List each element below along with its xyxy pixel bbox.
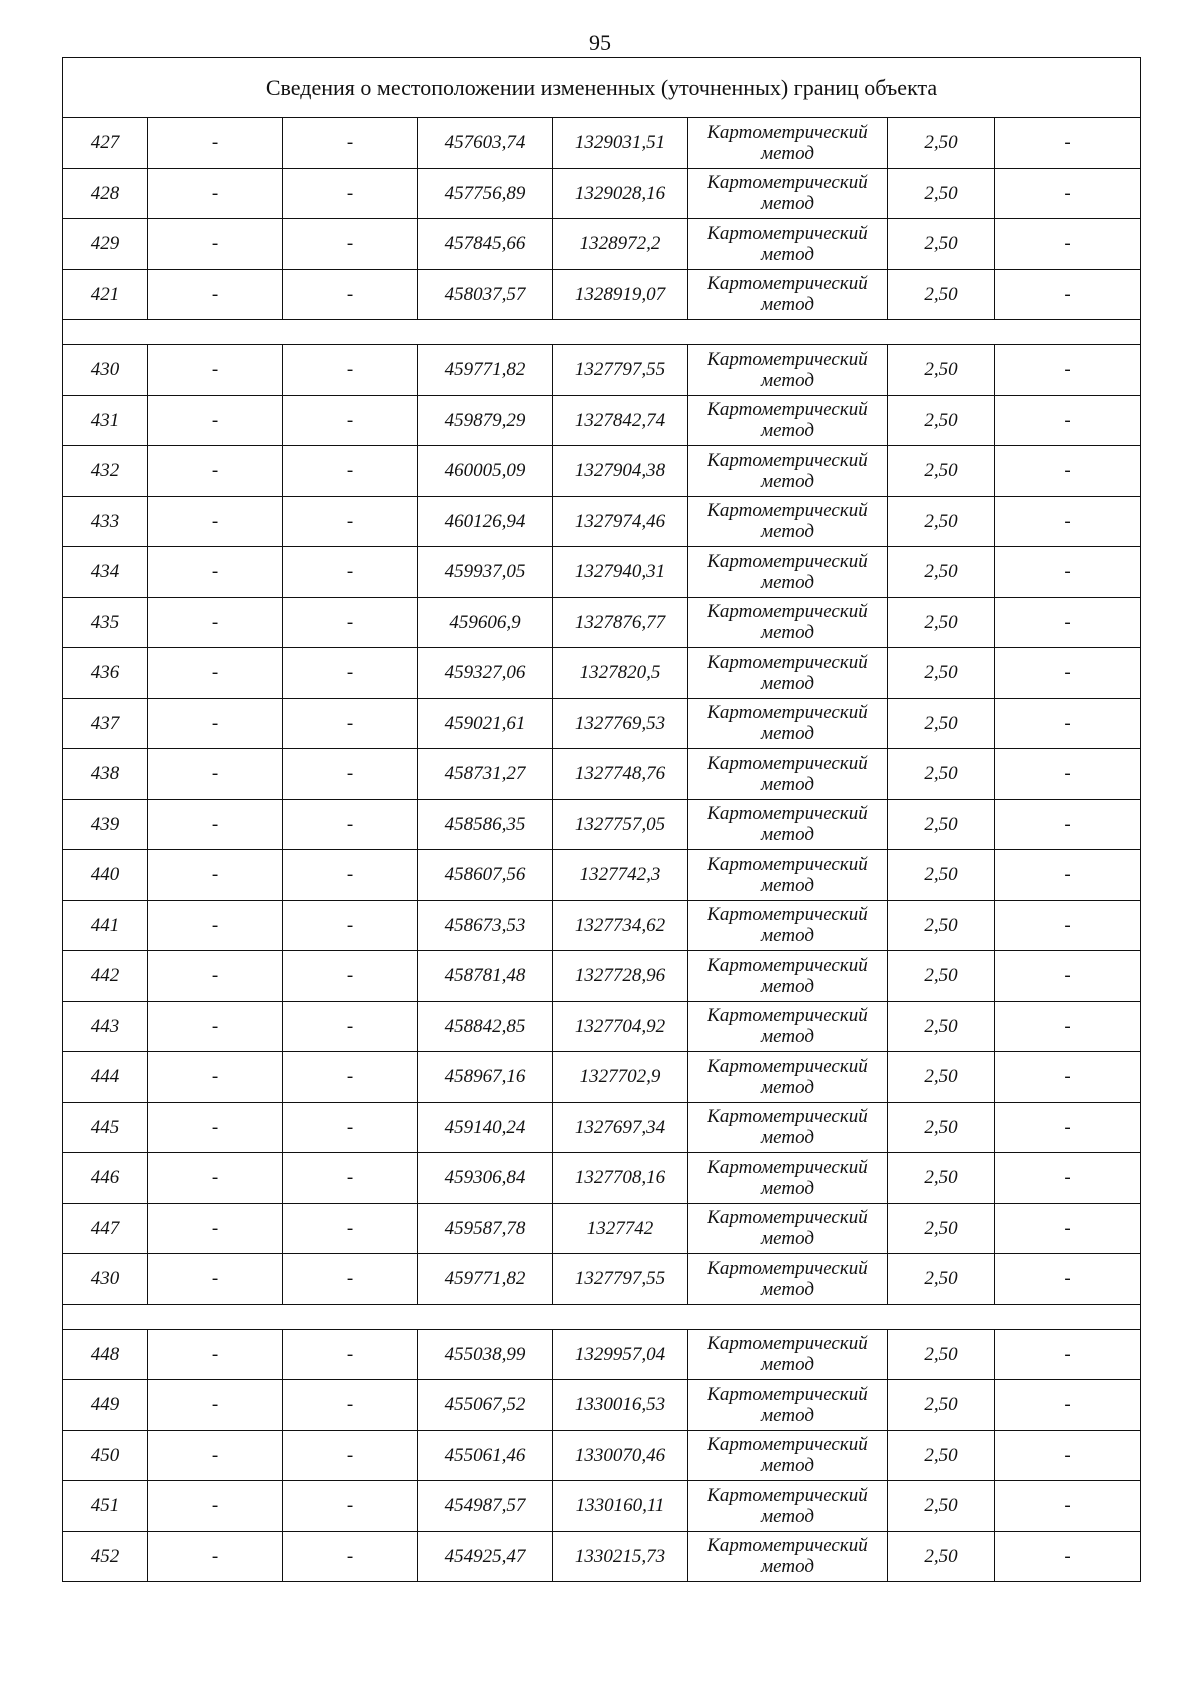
- table-row: [63, 1153, 1141, 1204]
- method-cell: Картометрический метод: [688, 269, 888, 320]
- point-number-cell: 431: [63, 395, 148, 446]
- y-coordinate-cell: 1328919,07: [553, 269, 688, 320]
- table-row: [63, 698, 1141, 749]
- accuracy-cell: 2,50: [888, 547, 995, 598]
- dash-cell: -: [283, 1052, 418, 1103]
- note-cell: -: [995, 1329, 1141, 1380]
- accuracy-cell: 2,50: [888, 1001, 995, 1052]
- point-number-cell: 441: [63, 900, 148, 951]
- dash-cell: -: [283, 749, 418, 800]
- y-coordinate-cell: 1327734,62: [553, 900, 688, 951]
- note-cell: -: [995, 269, 1141, 320]
- dash-cell: -: [148, 496, 283, 547]
- method-cell: Картометрический метод: [688, 1052, 888, 1103]
- table-row: [63, 168, 1141, 219]
- dash-cell: -: [148, 269, 283, 320]
- point-number-cell: 430: [63, 345, 148, 396]
- y-coordinate-cell: 1330016,53: [553, 1380, 688, 1431]
- method-cell: Картометрический метод: [688, 446, 888, 497]
- dash-cell: -: [148, 1254, 283, 1305]
- method-cell: Картометрический метод: [688, 850, 888, 901]
- table-row: [63, 1380, 1141, 1431]
- point-number-cell: 445: [63, 1102, 148, 1153]
- note-cell: -: [995, 951, 1141, 1002]
- y-coordinate-cell: 1327742: [553, 1203, 688, 1254]
- x-coordinate-cell: 459021,61: [418, 698, 553, 749]
- dash-cell: -: [148, 446, 283, 497]
- accuracy-cell: 2,50: [888, 799, 995, 850]
- dash-cell: -: [148, 1329, 283, 1380]
- method-cell: Картометрический метод: [688, 1380, 888, 1431]
- y-coordinate-cell: 1328972,2: [553, 219, 688, 270]
- table-row: [63, 1531, 1141, 1582]
- dash-cell: -: [283, 1380, 418, 1431]
- y-coordinate-cell: 1327748,76: [553, 749, 688, 800]
- method-cell: Картометрический метод: [688, 1430, 888, 1481]
- method-cell: Картометрический метод: [688, 547, 888, 598]
- group-separator-cell: [63, 1304, 1141, 1329]
- x-coordinate-cell: 458967,16: [418, 1052, 553, 1103]
- dash-cell: -: [283, 698, 418, 749]
- dash-cell: -: [283, 496, 418, 547]
- point-number-cell: 451: [63, 1481, 148, 1532]
- x-coordinate-cell: 460005,09: [418, 446, 553, 497]
- dash-cell: -: [283, 951, 418, 1002]
- dash-cell: -: [148, 547, 283, 598]
- dash-cell: -: [148, 1102, 283, 1153]
- note-cell: -: [995, 698, 1141, 749]
- dash-cell: -: [283, 219, 418, 270]
- note-cell: -: [995, 219, 1141, 270]
- dash-cell: -: [283, 446, 418, 497]
- table-row: [63, 1203, 1141, 1254]
- note-cell: -: [995, 749, 1141, 800]
- dash-cell: -: [283, 168, 418, 219]
- note-cell: -: [995, 1531, 1141, 1582]
- note-cell: -: [995, 850, 1141, 901]
- accuracy-cell: 2,50: [888, 698, 995, 749]
- dash-cell: -: [283, 395, 418, 446]
- method-cell: Картометрический метод: [688, 648, 888, 699]
- y-coordinate-cell: 1329031,51: [553, 118, 688, 169]
- accuracy-cell: 2,50: [888, 496, 995, 547]
- note-cell: -: [995, 1001, 1141, 1052]
- point-number-cell: 433: [63, 496, 148, 547]
- x-coordinate-cell: 457603,74: [418, 118, 553, 169]
- dash-cell: -: [283, 1102, 418, 1153]
- y-coordinate-cell: 1327940,31: [553, 547, 688, 598]
- dash-cell: -: [148, 951, 283, 1002]
- dash-cell: -: [283, 1531, 418, 1582]
- dash-cell: -: [148, 698, 283, 749]
- table-row: [63, 648, 1141, 699]
- point-number-cell: 440: [63, 850, 148, 901]
- point-number-cell: 428: [63, 168, 148, 219]
- accuracy-cell: 2,50: [888, 1052, 995, 1103]
- table-row: [63, 345, 1141, 396]
- point-number-cell: 434: [63, 547, 148, 598]
- accuracy-cell: 2,50: [888, 597, 995, 648]
- dash-cell: -: [148, 1380, 283, 1431]
- x-coordinate-cell: 458781,48: [418, 951, 553, 1002]
- method-cell: Картометрический метод: [688, 1329, 888, 1380]
- x-coordinate-cell: 457845,66: [418, 219, 553, 270]
- dash-cell: -: [148, 345, 283, 396]
- dash-cell: -: [283, 1329, 418, 1380]
- x-coordinate-cell: 455061,46: [418, 1430, 553, 1481]
- point-number-cell: 449: [63, 1380, 148, 1431]
- method-cell: Картометрический метод: [688, 1001, 888, 1052]
- table-row: [63, 1329, 1141, 1380]
- dash-cell: -: [283, 118, 418, 169]
- y-coordinate-cell: 1327702,9: [553, 1052, 688, 1103]
- method-cell: Картометрический метод: [688, 1102, 888, 1153]
- table-row: [63, 446, 1141, 497]
- method-cell: Картометрический метод: [688, 951, 888, 1002]
- y-coordinate-cell: 1327708,16: [553, 1153, 688, 1204]
- table-row: [63, 1052, 1141, 1103]
- dash-cell: -: [283, 1430, 418, 1481]
- point-number-cell: 427: [63, 118, 148, 169]
- dash-cell: -: [148, 1481, 283, 1532]
- dash-cell: -: [148, 648, 283, 699]
- x-coordinate-cell: 459327,06: [418, 648, 553, 699]
- note-cell: -: [995, 1380, 1141, 1431]
- x-coordinate-cell: 459140,24: [418, 1102, 553, 1153]
- y-coordinate-cell: 1327769,53: [553, 698, 688, 749]
- x-coordinate-cell: 459606,9: [418, 597, 553, 648]
- table-row: [63, 547, 1141, 598]
- method-cell: Картометрический метод: [688, 1481, 888, 1532]
- table-row: [63, 900, 1141, 951]
- table-row: [63, 1430, 1141, 1481]
- note-cell: -: [995, 597, 1141, 648]
- dash-cell: -: [148, 168, 283, 219]
- dash-cell: -: [283, 547, 418, 598]
- dash-cell: -: [148, 118, 283, 169]
- method-cell: Картометрический метод: [688, 395, 888, 446]
- dash-cell: -: [148, 1430, 283, 1481]
- method-cell: Картометрический метод: [688, 900, 888, 951]
- y-coordinate-cell: 1327876,77: [553, 597, 688, 648]
- point-number-cell: 448: [63, 1329, 148, 1380]
- dash-cell: -: [148, 1203, 283, 1254]
- accuracy-cell: 2,50: [888, 1329, 995, 1380]
- accuracy-cell: 2,50: [888, 1203, 995, 1254]
- point-number-cell: 439: [63, 799, 148, 850]
- point-number-cell: 432: [63, 446, 148, 497]
- dash-cell: -: [148, 1153, 283, 1204]
- dash-cell: -: [148, 219, 283, 270]
- dash-cell: -: [148, 1052, 283, 1103]
- method-cell: Картометрический метод: [688, 345, 888, 396]
- table-row: [63, 1102, 1141, 1153]
- accuracy-cell: 2,50: [888, 1102, 995, 1153]
- table-row: [63, 395, 1141, 446]
- x-coordinate-cell: 459937,05: [418, 547, 553, 598]
- x-coordinate-cell: 455067,52: [418, 1380, 553, 1431]
- table-row: [63, 1254, 1141, 1305]
- point-number-cell: 446: [63, 1153, 148, 1204]
- method-cell: Картометрический метод: [688, 118, 888, 169]
- note-cell: -: [995, 1203, 1141, 1254]
- y-coordinate-cell: 1327697,34: [553, 1102, 688, 1153]
- point-number-cell: 437: [63, 698, 148, 749]
- note-cell: -: [995, 900, 1141, 951]
- x-coordinate-cell: 458037,57: [418, 269, 553, 320]
- dash-cell: -: [148, 395, 283, 446]
- dash-cell: -: [283, 1203, 418, 1254]
- dash-cell: -: [148, 850, 283, 901]
- table-title: Сведения о местоположении измененных (уточненных) границ объекта: [63, 58, 1141, 118]
- point-number-cell: 450: [63, 1430, 148, 1481]
- note-cell: -: [995, 395, 1141, 446]
- group-separator-row: [63, 1304, 1141, 1329]
- note-cell: -: [995, 1052, 1141, 1103]
- x-coordinate-cell: 459587,78: [418, 1203, 553, 1254]
- point-number-cell: 438: [63, 749, 148, 800]
- accuracy-cell: 2,50: [888, 1481, 995, 1532]
- accuracy-cell: 2,50: [888, 345, 995, 396]
- accuracy-cell: 2,50: [888, 951, 995, 1002]
- dash-cell: -: [283, 1153, 418, 1204]
- dash-cell: -: [283, 900, 418, 951]
- y-coordinate-cell: 1327904,38: [553, 446, 688, 497]
- x-coordinate-cell: 459306,84: [418, 1153, 553, 1204]
- y-coordinate-cell: 1329028,16: [553, 168, 688, 219]
- boundary-coordinates-table: [62, 57, 1141, 1582]
- method-cell: Картометрический метод: [688, 496, 888, 547]
- dash-cell: -: [283, 269, 418, 320]
- method-cell: Картометрический метод: [688, 749, 888, 800]
- method-cell: Картометрический метод: [688, 1153, 888, 1204]
- y-coordinate-cell: 1327728,96: [553, 951, 688, 1002]
- method-cell: Картометрический метод: [688, 597, 888, 648]
- point-number-cell: 443: [63, 1001, 148, 1052]
- accuracy-cell: 2,50: [888, 1430, 995, 1481]
- table-row: [63, 749, 1141, 800]
- y-coordinate-cell: 1327704,92: [553, 1001, 688, 1052]
- method-cell: Картометрический метод: [688, 799, 888, 850]
- method-cell: Картометрический метод: [688, 1531, 888, 1582]
- method-cell: Картометрический метод: [688, 1254, 888, 1305]
- method-cell: Картометрический метод: [688, 1203, 888, 1254]
- note-cell: -: [995, 1254, 1141, 1305]
- dash-cell: -: [283, 1254, 418, 1305]
- dash-cell: -: [283, 799, 418, 850]
- dash-cell: -: [283, 850, 418, 901]
- table-row: [63, 1001, 1141, 1052]
- y-coordinate-cell: 1327797,55: [553, 1254, 688, 1305]
- note-cell: -: [995, 118, 1141, 169]
- x-coordinate-cell: 458673,53: [418, 900, 553, 951]
- x-coordinate-cell: 458586,35: [418, 799, 553, 850]
- method-cell: Картометрический метод: [688, 168, 888, 219]
- table-row: [63, 799, 1141, 850]
- y-coordinate-cell: 1330215,73: [553, 1531, 688, 1582]
- table-row: [63, 1481, 1141, 1532]
- note-cell: -: [995, 1430, 1141, 1481]
- table-title-row: [63, 58, 1141, 118]
- y-coordinate-cell: 1330070,46: [553, 1430, 688, 1481]
- y-coordinate-cell: 1327842,74: [553, 395, 688, 446]
- note-cell: -: [995, 648, 1141, 699]
- y-coordinate-cell: 1327797,55: [553, 345, 688, 396]
- point-number-cell: 436: [63, 648, 148, 699]
- x-coordinate-cell: 458731,27: [418, 749, 553, 800]
- accuracy-cell: 2,50: [888, 269, 995, 320]
- y-coordinate-cell: 1330160,11: [553, 1481, 688, 1532]
- dash-cell: -: [283, 597, 418, 648]
- accuracy-cell: 2,50: [888, 446, 995, 497]
- point-number-cell: 444: [63, 1052, 148, 1103]
- accuracy-cell: 2,50: [888, 749, 995, 800]
- table-row: [63, 951, 1141, 1002]
- note-cell: -: [995, 345, 1141, 396]
- x-coordinate-cell: 458607,56: [418, 850, 553, 901]
- x-coordinate-cell: 459771,82: [418, 345, 553, 396]
- x-coordinate-cell: 460126,94: [418, 496, 553, 547]
- point-number-cell: 435: [63, 597, 148, 648]
- y-coordinate-cell: 1327757,05: [553, 799, 688, 850]
- table-row: [63, 219, 1141, 270]
- dash-cell: -: [148, 749, 283, 800]
- x-coordinate-cell: 455038,99: [418, 1329, 553, 1380]
- accuracy-cell: 2,50: [888, 1153, 995, 1204]
- table-row: [63, 118, 1141, 169]
- note-cell: -: [995, 168, 1141, 219]
- x-coordinate-cell: 454925,47: [418, 1531, 553, 1582]
- accuracy-cell: 2,50: [888, 648, 995, 699]
- accuracy-cell: 2,50: [888, 118, 995, 169]
- x-coordinate-cell: 457756,89: [418, 168, 553, 219]
- note-cell: -: [995, 446, 1141, 497]
- note-cell: -: [995, 1153, 1141, 1204]
- point-number-cell: 442: [63, 951, 148, 1002]
- group-separator-row: [63, 320, 1141, 345]
- dash-cell: -: [283, 648, 418, 699]
- table-row: [63, 850, 1141, 901]
- table-row: [63, 597, 1141, 648]
- y-coordinate-cell: 1327974,46: [553, 496, 688, 547]
- x-coordinate-cell: 458842,85: [418, 1001, 553, 1052]
- y-coordinate-cell: 1327820,5: [553, 648, 688, 699]
- point-number-cell: 447: [63, 1203, 148, 1254]
- y-coordinate-cell: 1329957,04: [553, 1329, 688, 1380]
- note-cell: -: [995, 1102, 1141, 1153]
- dash-cell: -: [148, 1531, 283, 1582]
- accuracy-cell: 2,50: [888, 900, 995, 951]
- y-coordinate-cell: 1327742,3: [553, 850, 688, 901]
- table-row: [63, 269, 1141, 320]
- note-cell: -: [995, 799, 1141, 850]
- dash-cell: -: [148, 799, 283, 850]
- dash-cell: -: [283, 1481, 418, 1532]
- accuracy-cell: 2,50: [888, 168, 995, 219]
- note-cell: -: [995, 547, 1141, 598]
- group-separator-cell: [63, 320, 1141, 345]
- dash-cell: -: [148, 900, 283, 951]
- note-cell: -: [995, 1481, 1141, 1532]
- dash-cell: -: [148, 597, 283, 648]
- table-row: [63, 496, 1141, 547]
- accuracy-cell: 2,50: [888, 395, 995, 446]
- dash-cell: -: [148, 1001, 283, 1052]
- accuracy-cell: 2,50: [888, 1531, 995, 1582]
- note-cell: -: [995, 496, 1141, 547]
- point-number-cell: 421: [63, 269, 148, 320]
- x-coordinate-cell: 459879,29: [418, 395, 553, 446]
- dash-cell: -: [283, 345, 418, 396]
- x-coordinate-cell: 459771,82: [418, 1254, 553, 1305]
- accuracy-cell: 2,50: [888, 850, 995, 901]
- accuracy-cell: 2,50: [888, 1380, 995, 1431]
- point-number-cell: 452: [63, 1531, 148, 1582]
- point-number-cell: 429: [63, 219, 148, 270]
- method-cell: Картометрический метод: [688, 219, 888, 270]
- dash-cell: -: [283, 1001, 418, 1052]
- method-cell: Картометрический метод: [688, 698, 888, 749]
- page-number: 95: [589, 30, 611, 55]
- x-coordinate-cell: 454987,57: [418, 1481, 553, 1532]
- accuracy-cell: 2,50: [888, 1254, 995, 1305]
- point-number-cell: 430: [63, 1254, 148, 1305]
- accuracy-cell: 2,50: [888, 219, 995, 270]
